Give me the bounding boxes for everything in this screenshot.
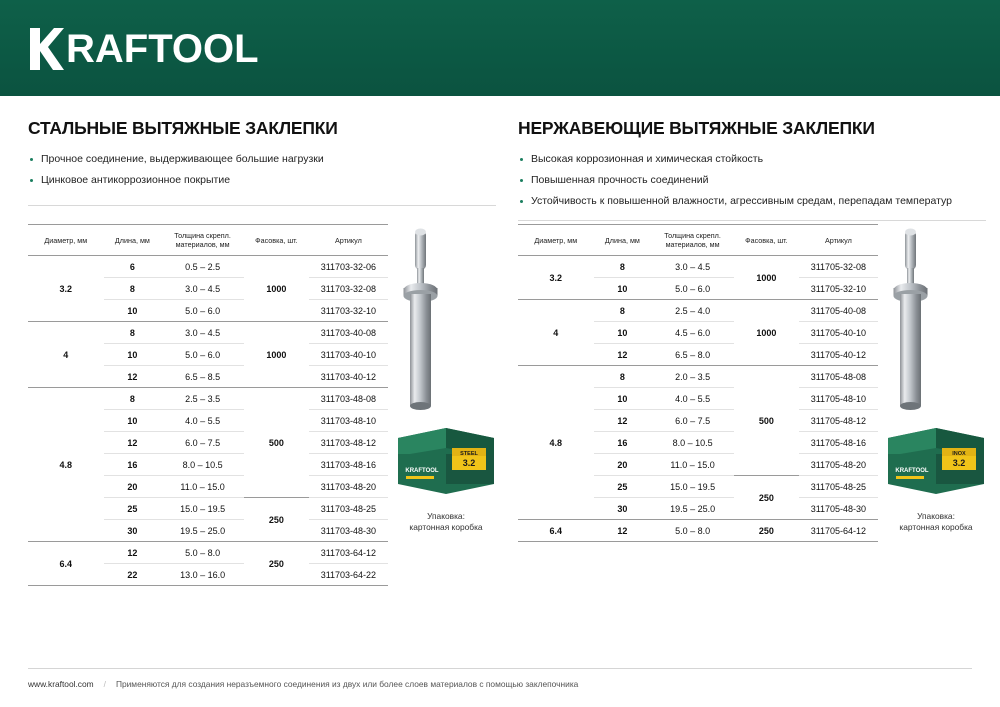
column-header-thickness: Толщина скрепл. материалов, мм: [161, 225, 244, 256]
svg-text:INOX: INOX: [952, 451, 966, 457]
cell-length: 8: [594, 300, 652, 322]
cell-article: 311703-48-20: [309, 476, 388, 498]
cell-thickness: 5.0 – 8.0: [161, 542, 244, 564]
cell-thickness: 3.0 – 4.5: [161, 278, 244, 300]
cell-thickness: 11.0 – 15.0: [651, 454, 734, 476]
package-caption-line2: картонная коробка: [409, 522, 483, 532]
table-row: [28, 256, 388, 278]
cell-article: 311703-48-16: [309, 454, 388, 476]
cell-article: 311703-40-12: [309, 366, 388, 388]
cell-thickness: 2.5 – 4.0: [651, 300, 734, 322]
svg-text:KRAFTOOL: KRAFTOOL: [405, 468, 439, 474]
cell-thickness: 2.0 – 3.5: [651, 366, 734, 388]
cell-article: 311703-48-08: [309, 388, 388, 410]
svg-text:STEEL: STEEL: [460, 451, 478, 457]
kraftool-k-icon: [30, 28, 64, 70]
kraftool-wordmark: RAFTOOL: [66, 27, 259, 71]
svg-text:KRAFTOOL: KRAFTOOL: [895, 468, 929, 474]
divider: [28, 205, 496, 206]
cell-diameter: 4: [28, 322, 104, 388]
cell-length: 10: [594, 388, 652, 410]
steel-package-figure: [392, 424, 500, 533]
cell-length: 6: [104, 256, 162, 278]
cell-length: 10: [104, 410, 162, 432]
cell-diameter: 6.4: [518, 520, 594, 542]
steel-package-caption: [392, 511, 500, 533]
right-spec-table-wrapper: [518, 224, 878, 542]
page-header: [0, 0, 1000, 96]
cell-length: 20: [104, 476, 162, 498]
cell-thickness: 3.0 – 4.5: [651, 256, 734, 278]
cell-article: 311705-32-08: [799, 256, 878, 278]
cell-thickness: 11.0 – 15.0: [161, 476, 244, 498]
cell-thickness: 13.0 – 16.0: [161, 564, 244, 586]
cell-diameter: 4.8: [518, 366, 594, 520]
cell-pack: 1000: [734, 300, 799, 366]
cell-thickness: 4.0 – 5.5: [161, 410, 244, 432]
cell-article: 311703-48-10: [309, 410, 388, 432]
cell-pack: 1000: [244, 322, 309, 388]
cell-article: 311703-32-06: [309, 256, 388, 278]
cell-length: 12: [594, 410, 652, 432]
cell-thickness: 6.5 – 8.5: [161, 366, 244, 388]
inox-rivet-illustration: [888, 228, 934, 423]
table-row: [518, 300, 878, 322]
cell-article: 311705-40-08: [799, 300, 878, 322]
cell-thickness: 2.5 – 3.5: [161, 388, 244, 410]
steel-box-icon: [392, 424, 500, 498]
cell-thickness: 3.0 – 4.5: [161, 322, 244, 344]
column-header-article: Артикул: [309, 225, 388, 256]
cell-article: 311703-48-25: [309, 498, 388, 520]
inox-package-caption: [882, 511, 990, 533]
cell-thickness: 15.0 – 19.5: [651, 476, 734, 498]
cell-article: 311703-40-08: [309, 322, 388, 344]
cell-length: 8: [594, 256, 652, 278]
column-header-diameter: Диаметр, мм: [518, 225, 594, 256]
cell-length: 30: [594, 498, 652, 520]
cell-length: 30: [104, 520, 162, 542]
table-row: [518, 520, 878, 542]
cell-article: 311705-48-20: [799, 454, 878, 476]
cell-article: 311705-48-12: [799, 410, 878, 432]
cell-length: 10: [104, 344, 162, 366]
cell-thickness: 4.5 – 6.0: [651, 322, 734, 344]
cell-length: 25: [594, 476, 652, 498]
cell-length: 12: [594, 520, 652, 542]
list-item: Цинковое антикоррозионное покрытие: [28, 174, 496, 187]
right-table-body: [518, 256, 878, 542]
right-section: [518, 118, 986, 221]
footer-note: Применяются для создания неразъемного соединения из двух или более слоев материалов с помощью заклепочника: [115, 679, 579, 689]
cell-article: 311703-64-12: [309, 542, 388, 564]
cell-article: 311705-48-25: [799, 476, 878, 498]
cell-length: 8: [104, 388, 162, 410]
list-item: Повышенная прочность соединений: [518, 174, 986, 187]
cell-pack: 250: [734, 520, 799, 542]
cell-length: 12: [104, 432, 162, 454]
page-footer: [28, 668, 972, 689]
cell-article: 311705-48-08: [799, 366, 878, 388]
kraftool-logo: [30, 28, 259, 70]
left-spec-table: [28, 224, 388, 586]
left-section: [28, 118, 496, 206]
column-header-thickness: Толщина скрепл. материалов, мм: [651, 225, 734, 256]
cell-thickness: 0.5 – 2.5: [161, 256, 244, 278]
footer-website[interactable]: www.kraftool.com: [28, 679, 94, 689]
cell-length: 16: [594, 432, 652, 454]
column-header-length: Длина, мм: [104, 225, 162, 256]
cell-article: 311705-64-12: [799, 520, 878, 542]
left-spec-table-wrapper: [28, 224, 388, 586]
cell-pack: 250: [244, 542, 309, 586]
table-header-row: [518, 225, 878, 256]
cell-thickness: 19.5 – 25.0: [161, 520, 244, 542]
cell-length: 8: [594, 366, 652, 388]
column-header-article: Артикул: [799, 225, 878, 256]
cell-thickness: 5.0 – 6.0: [161, 344, 244, 366]
cell-pack: 250: [734, 476, 799, 520]
cell-pack: 1000: [734, 256, 799, 300]
cell-length: 8: [104, 278, 162, 300]
list-item: Высокая коррозионная и химическая стойкость: [518, 153, 986, 166]
cell-thickness: 15.0 – 19.5: [161, 498, 244, 520]
table-row: [518, 256, 878, 278]
cell-thickness: 5.0 – 6.0: [161, 300, 244, 322]
list-item: Устойчивость к повышенной влажности, агрессивным средам, перепадам температур: [518, 195, 986, 208]
cell-diameter: 4: [518, 300, 594, 366]
cell-thickness: 6.5 – 8.0: [651, 344, 734, 366]
svg-text:3.2: 3.2: [952, 458, 966, 468]
cell-pack: 1000: [244, 256, 309, 322]
cell-length: 10: [594, 278, 652, 300]
cell-pack: 250: [244, 498, 309, 542]
cell-diameter: 3.2: [28, 256, 104, 322]
package-caption-line1: Упаковка:: [427, 511, 465, 521]
package-caption-line1: Упаковка:: [917, 511, 955, 521]
cell-article: 311703-64-22: [309, 564, 388, 586]
right-feature-list: [518, 153, 986, 208]
cell-pack: 500: [244, 388, 309, 498]
cell-length: 10: [594, 322, 652, 344]
cell-length: 16: [104, 454, 162, 476]
cell-thickness: 5.0 – 6.0: [651, 278, 734, 300]
table-row: [518, 366, 878, 388]
cell-length: 20: [594, 454, 652, 476]
cell-length: 8: [104, 322, 162, 344]
cell-thickness: 8.0 – 10.5: [161, 454, 244, 476]
column-header-length: Длина, мм: [594, 225, 652, 256]
cell-length: 25: [104, 498, 162, 520]
cell-thickness: 8.0 – 10.5: [651, 432, 734, 454]
column-header-pack: Фасовка, шт.: [734, 225, 799, 256]
cell-pack: 500: [734, 366, 799, 476]
cell-diameter: 3.2: [518, 256, 594, 300]
cell-article: 311703-32-10: [309, 300, 388, 322]
cell-article: 311705-32-10: [799, 278, 878, 300]
cell-length: 12: [104, 366, 162, 388]
cell-article: 311705-48-30: [799, 498, 878, 520]
divider: [518, 220, 986, 221]
table-header-row: [28, 225, 388, 256]
left-feature-list: [28, 153, 496, 187]
package-caption-line2: картонная коробка: [899, 522, 973, 532]
cell-thickness: 5.0 – 8.0: [651, 520, 734, 542]
cell-article: 311703-40-10: [309, 344, 388, 366]
cell-length: 12: [594, 344, 652, 366]
cell-diameter: 4.8: [28, 388, 104, 542]
cell-article: 311705-40-10: [799, 322, 878, 344]
steel-rivet-illustration: [398, 228, 444, 423]
column-header-pack: Фасовка, шт.: [244, 225, 309, 256]
table-row: [28, 322, 388, 344]
cell-article: 311703-48-12: [309, 432, 388, 454]
cell-article: 311705-40-12: [799, 344, 878, 366]
left-table-body: [28, 256, 388, 586]
cell-thickness: 6.0 – 7.5: [161, 432, 244, 454]
cell-length: 12: [104, 542, 162, 564]
table-row: [28, 542, 388, 564]
right-spec-table: [518, 224, 878, 542]
cell-article: 311703-32-08: [309, 278, 388, 300]
svg-text:3.2: 3.2: [462, 458, 476, 468]
cell-thickness: 6.0 – 7.5: [651, 410, 734, 432]
footer-separator: /: [103, 679, 106, 689]
cell-diameter: 6.4: [28, 542, 104, 586]
list-item: Прочное соединение, выдерживающее большие нагрузки: [28, 153, 496, 166]
right-section-title: НЕРЖАВЕЮЩИЕ ВЫТЯЖНЫЕ ЗАКЛЕПКИ: [518, 118, 875, 138]
inox-box-icon: [882, 424, 990, 498]
table-row: [28, 388, 388, 410]
cell-length: 10: [104, 300, 162, 322]
inox-package-figure: [882, 424, 990, 533]
cell-thickness: 4.0 – 5.5: [651, 388, 734, 410]
column-header-diameter: Диаметр, мм: [28, 225, 104, 256]
cell-length: 22: [104, 564, 162, 586]
cell-article: 311705-48-16: [799, 432, 878, 454]
cell-article: 311703-48-30: [309, 520, 388, 542]
cell-article: 311705-48-10: [799, 388, 878, 410]
cell-thickness: 19.5 – 25.0: [651, 498, 734, 520]
left-section-title: СТАЛЬНЫЕ ВЫТЯЖНЫЕ ЗАКЛЕПКИ: [28, 118, 338, 138]
